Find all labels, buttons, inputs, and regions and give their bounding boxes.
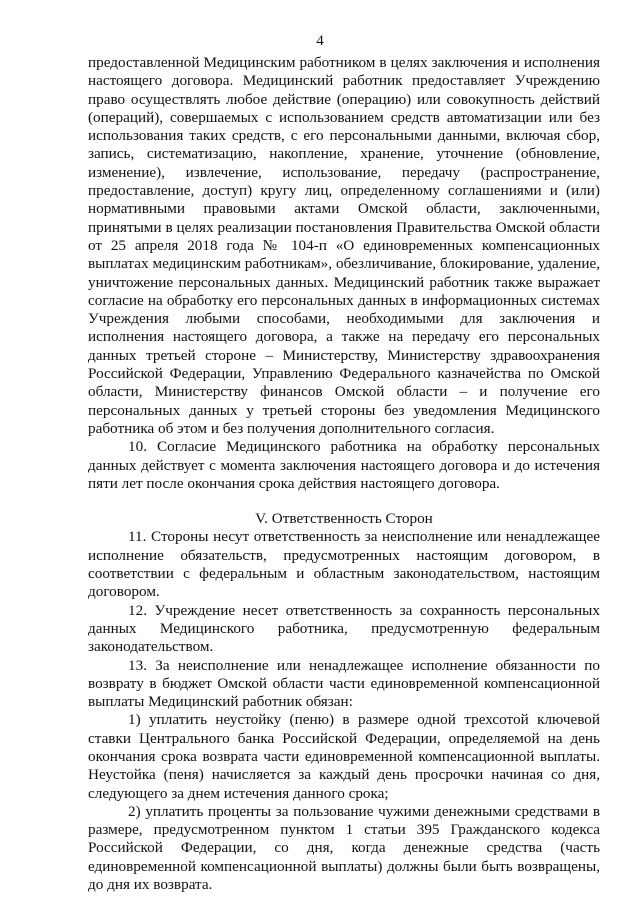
page-number: 4	[316, 33, 324, 49]
paragraph-continuation: предоставленной Медицинским работником в целях заключения и исполнения настоящего договора. Медицинский работник предоставляет Учреждению право осуществлять любое действие (операцию) или совокупность действий (операций), совершаемых с использованием средств автоматизации или без использования таких средств, с его персональными данными, включая сбор, запись, систематизацию, накопление, хранение, уточнение (обновление, изменение), извлечение, использование, передачу (распространение, предоставление, доступ) кругу лиц, определенному соглашениями и (или) нормативными правовыми актами Омской области, заключенными, принятыми в целях реализации постановления Правительства Омской области от 25 апреля 2018 года № 104-п «О единовременных компенсационных выплатах медицинским работникам», обезличивание, блокирование, удаление, уничтожение персональных данных. Медицинский работник также выражает согласие на обработку его персональных данных в информационных системах Учреждения любыми способами, необходимыми для заключения и исполнения настоящего договора, а также на передачу его персональных данных третьей стороне – Министерству, Министерству здравоохранения Российской Федерации, Управлению Федерального казначейства по Омской области, Министерству финансов Омской области – и получение его персональных данных у третьей стороны без уведомления Медицинского работника об этом и без получения дополнительного согласия.	[88, 54, 600, 437]
paragraph-13: 13. За неисполнение или ненадлежащее исполнение обязанности по возврату в бюджет Омской области части единовременной компенсационной выплаты Медицинский работник обязан:	[88, 656, 600, 711]
document-body	[88, 54, 600, 894]
paragraph-11: 11. Стороны несут ответственность за неисполнение или ненадлежащее исполнение обязательств, предусмотренных настоящим договором, в соответствии с федеральным и областным законодательством, настоящим договором.	[88, 528, 600, 601]
paragraph-10: 10. Согласие Медицинского работника на обработку персональных данных действует с момента заключения настоящего договора и до истечения пяти лет после окончания срока действия настоящего договора.	[88, 438, 600, 492]
paragraph-12: 12. Учреждение несет ответственность за сохранность персональных данных Медицинского работника, предусмотренную федеральным законодательством.	[88, 601, 600, 656]
paragraph-13-item-1: 1) уплатить неустойку (пеню) в размере одной трехсотой ключевой ставки Центрального банка Российской Федерации, определяемой на день окончания срока возврата части единовременной компенсационной выплаты. Неустойка (пеня) начисляется за каждый день просрочки начиная со дня, следующего за днем истечения данного срока;	[88, 711, 600, 802]
section-heading-v: V. Ответственность Сторон	[255, 510, 433, 528]
paragraph-13-item-2: 2) уплатить проценты за пользование чужими денежными средствами в размере, предусмотренном пунктом 1 статьи 395 Гражданского кодекса Российской Федерации, со дня, когда денежные средства (часть единовременной компенсационной выплаты) должны были быть возвращены, до дня их возврата.	[88, 802, 600, 894]
